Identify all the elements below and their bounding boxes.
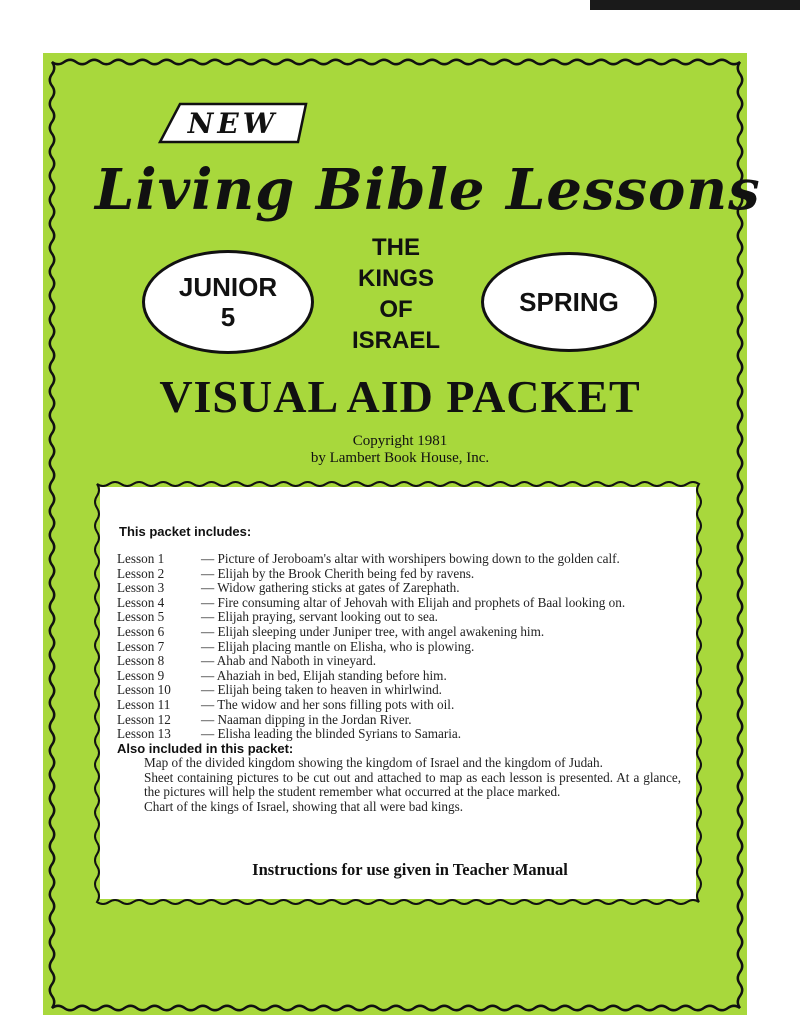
also-item: Chart of the kings of Israel, showing that all were bad kings.	[144, 798, 463, 814]
new-badge	[158, 102, 308, 144]
copyright-line2: by Lambert Book House, Inc.	[310, 450, 490, 466]
lesson-item: Lesson 5 — Elijah praying, servant looking out to sea.	[117, 609, 438, 625]
level-oval	[142, 250, 314, 354]
lesson-item: Lesson 10 — Elijah being taken to heaven in whirlwind.	[117, 682, 442, 698]
lesson-item: Lesson 6 — Elijah sleeping under Juniper tree, with angel awakening him.	[117, 623, 545, 639]
includes-heading: This packet includes:	[119, 524, 252, 539]
season-label: SPRING	[519, 286, 619, 317]
also-item: Map of the divided kingdom showing the kingdom of Israel and the kingdom of Judah.	[144, 755, 603, 770]
lesson-item: Lesson 2 — Elijah by the Brook Cherith being fed by ravens.	[117, 565, 475, 581]
series-title: Living Bible Lessons	[95, 157, 761, 223]
also-included-list	[144, 756, 681, 814]
level-line1: JUNIOR	[178, 272, 278, 302]
level-line2: 5	[220, 302, 236, 332]
topic-line1: THE	[372, 234, 420, 261]
topic-line4: ISRAEL	[351, 327, 440, 354]
lesson-list	[117, 552, 697, 742]
lesson-item: Lesson 9 — Ahaziah in bed, Elijah standing before him.	[117, 667, 447, 683]
topic-line2: KINGS	[357, 265, 434, 292]
lesson-item: Lesson 13 — Elisha leading the blinded Syrians to Samaria.	[117, 726, 462, 742]
also-item: Sheet containing pictures to be cut out and attached to map as each lesson is presented. At a glance, the pictures will help the student remember what occurred at the place marked.	[144, 769, 681, 800]
lesson-item: Lesson 7 — Elijah placing mantle on Elisha, who is plowing.	[117, 638, 475, 654]
also-included-heading: Also included in this packet:	[117, 741, 294, 756]
packet-title: VISUAL AID PACKET	[159, 371, 641, 422]
instructions-note: Instructions for use given in Teacher Manual	[252, 860, 568, 879]
topic-title	[335, 232, 457, 356]
season-oval	[481, 252, 657, 352]
copyright-line1: Copyright 1981	[352, 433, 448, 449]
lesson-item: Lesson 12 — Naaman dipping in the Jordan River.	[117, 711, 412, 727]
lesson-item: Lesson 4 — Fire consuming altar of Jehovah with Elijah and prophets of Baal looking on.	[117, 594, 626, 610]
topic-line3: OF	[379, 296, 413, 323]
lesson-item: Lesson 1 — Picture of Jeroboam's altar with worshipers bowing down to the golden calf.	[117, 551, 620, 566]
lesson-item: Lesson 8 — Ahab and Naboth in vineyard.	[117, 653, 377, 669]
new-badge-label: NEW	[187, 106, 279, 140]
lesson-item: Lesson 3 — Widow gathering sticks at gates of Zarephath.	[117, 580, 460, 596]
copyright-notice	[250, 433, 550, 467]
lesson-item: Lesson 11 — The widow and her sons filling pots with oil.	[117, 696, 455, 712]
